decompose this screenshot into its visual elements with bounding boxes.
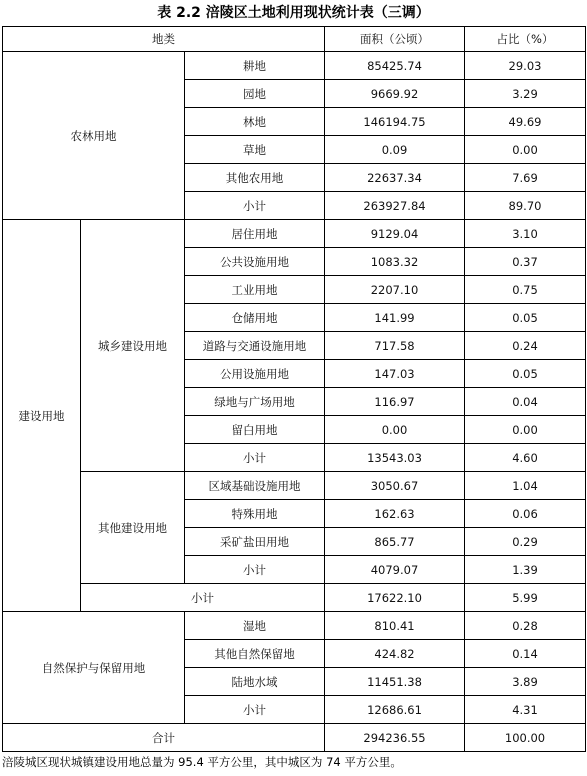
ratio-value: 29.03 — [465, 52, 586, 80]
table-row — [3, 52, 586, 80]
land-type-name: 仓储用地 — [185, 304, 325, 332]
area-value: 147.03 — [325, 360, 465, 388]
ratio-value: 7.69 — [465, 164, 586, 192]
area-value: 0.09 — [325, 136, 465, 164]
land-type-name: 绿地与广场用地 — [185, 388, 325, 416]
ratio-value: 4.31 — [465, 696, 586, 724]
ratio-value: 0.37 — [465, 248, 586, 276]
total-row — [3, 724, 586, 752]
footnote: 涪陵城区现状城镇建设用地总量为 95.4 平方公里，其中城区为 74 平方公里。 — [2, 755, 402, 769]
ratio-value: 49.69 — [465, 108, 586, 136]
area-value: 11451.38 — [325, 668, 465, 696]
total-ratio-value: 100.00 — [465, 724, 586, 752]
group-label-agri: 农林用地 — [3, 52, 185, 220]
total-label: 合计 — [3, 724, 325, 752]
area-value: 17622.10 — [325, 584, 465, 612]
table-row — [3, 472, 586, 500]
ratio-value: 0.28 — [465, 612, 586, 640]
ratio-value: 3.29 — [465, 80, 586, 108]
ratio-value: 0.04 — [465, 388, 586, 416]
land-type-name: 公用设施用地 — [185, 360, 325, 388]
area-value: 116.97 — [325, 388, 465, 416]
group-label-construction: 建设用地 — [3, 220, 81, 612]
area-value: 22637.34 — [325, 164, 465, 192]
group-label-nature: 自然保护与保留用地 — [3, 612, 185, 724]
area-value: 2207.10 — [325, 276, 465, 304]
area-value: 865.77 — [325, 528, 465, 556]
subgroup-label-other: 其他建设用地 — [81, 472, 185, 584]
land-type-name: 其他自然保留地 — [185, 640, 325, 668]
ratio-value: 4.60 — [465, 444, 586, 472]
land-type-name: 小计 — [185, 444, 325, 472]
ratio-value: 0.75 — [465, 276, 586, 304]
land-type-name: 小计 — [185, 192, 325, 220]
land-type-name: 居住用地 — [185, 220, 325, 248]
land-type-name: 小计 — [185, 556, 325, 584]
total-area-value: 294236.55 — [325, 724, 465, 752]
land-type-name: 工业用地 — [185, 276, 325, 304]
area-value: 12686.61 — [325, 696, 465, 724]
land-type-name: 采矿盐田用地 — [185, 528, 325, 556]
area-value: 0.00 — [325, 416, 465, 444]
land-type-name: 林地 — [185, 108, 325, 136]
land-type-name: 道路与交通设施用地 — [185, 332, 325, 360]
ratio-value: 0.14 — [465, 640, 586, 668]
ratio-value: 89.70 — [465, 192, 586, 220]
ratio-value: 0.00 — [465, 416, 586, 444]
ratio-value: 0.29 — [465, 528, 586, 556]
table-row — [3, 220, 586, 248]
area-value: 146194.75 — [325, 108, 465, 136]
area-value: 4079.07 — [325, 556, 465, 584]
land-type-name: 小计 — [185, 696, 325, 724]
ratio-value: 0.00 — [465, 136, 586, 164]
land-type-name: 其他农用地 — [185, 164, 325, 192]
land-type-name: 湿地 — [185, 612, 325, 640]
ratio-value: 0.05 — [465, 360, 586, 388]
land-use-table — [2, 26, 586, 752]
area-value: 717.58 — [325, 332, 465, 360]
ratio-value: 0.24 — [465, 332, 586, 360]
table-row — [3, 612, 586, 640]
land-type-name: 公共设施用地 — [185, 248, 325, 276]
ratio-value: 0.06 — [465, 500, 586, 528]
area-value: 85425.74 — [325, 52, 465, 80]
table-row — [3, 584, 586, 612]
area-value: 3050.67 — [325, 472, 465, 500]
ratio-value: 0.05 — [465, 304, 586, 332]
area-value: 424.82 — [325, 640, 465, 668]
land-type-name: 草地 — [185, 136, 325, 164]
land-type-name: 特殊用地 — [185, 500, 325, 528]
table-header-row — [3, 27, 586, 52]
area-value: 141.99 — [325, 304, 465, 332]
area-value: 162.63 — [325, 500, 465, 528]
land-type-name: 陆地水域 — [185, 668, 325, 696]
ratio-value: 3.89 — [465, 668, 586, 696]
area-value: 810.41 — [325, 612, 465, 640]
header-area: 面积（公顷） — [325, 27, 465, 52]
area-value: 13543.03 — [325, 444, 465, 472]
ratio-value: 3.10 — [465, 220, 586, 248]
ratio-value: 5.99 — [465, 584, 586, 612]
table-title: 表 2.2 涪陵区土地利用现状统计表（三调） — [157, 5, 430, 21]
ratio-value: 1.04 — [465, 472, 586, 500]
land-type-name: 耕地 — [185, 52, 325, 80]
ratio-value: 1.39 — [465, 556, 586, 584]
area-value: 1083.32 — [325, 248, 465, 276]
land-type-name: 留白用地 — [185, 416, 325, 444]
construction-subtotal-label: 小计 — [81, 584, 325, 612]
land-type-name: 园地 — [185, 80, 325, 108]
header-category: 地类 — [3, 27, 325, 52]
subgroup-label-urban: 城乡建设用地 — [81, 220, 185, 472]
area-value: 9669.92 — [325, 80, 465, 108]
area-value: 263927.84 — [325, 192, 465, 220]
area-value: 9129.04 — [325, 220, 465, 248]
land-type-name: 区域基础设施用地 — [185, 472, 325, 500]
header-ratio: 占比（%） — [465, 27, 586, 52]
